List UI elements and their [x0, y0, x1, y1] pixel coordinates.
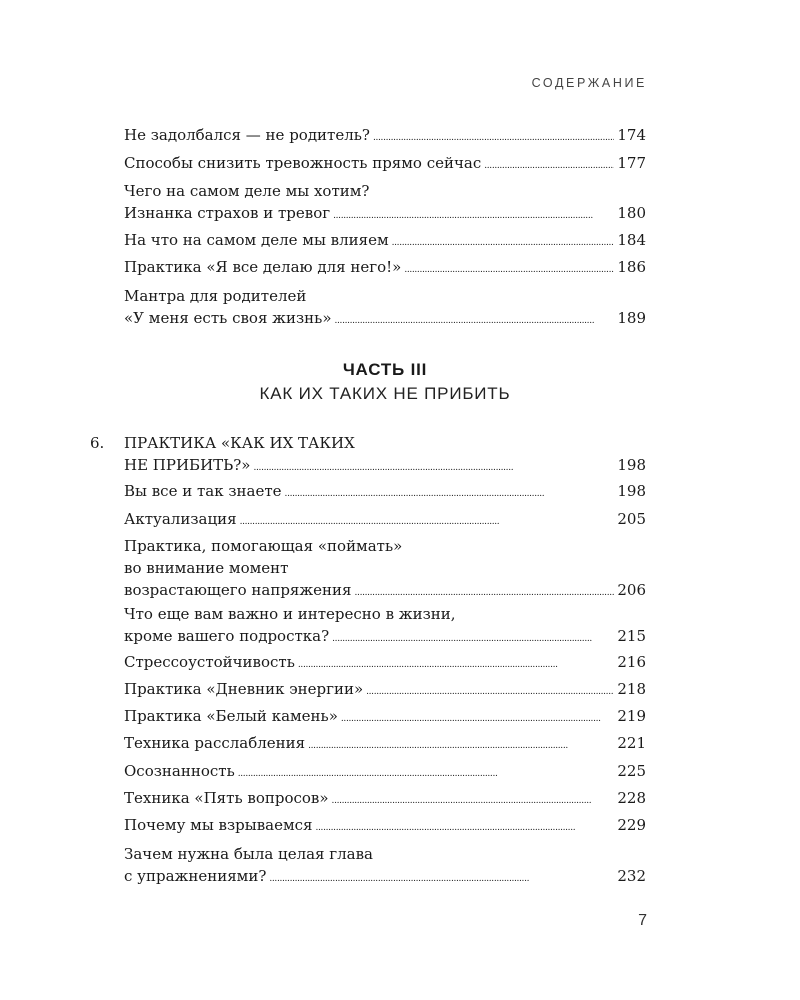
toc-entry[interactable] [124, 535, 646, 604]
toc-entry[interactable] [124, 732, 646, 757]
chapter-number: 6. [90, 434, 105, 452]
toc-entry[interactable] [124, 229, 646, 254]
entry-title-line: Не задолбался — не родитель? [124, 126, 370, 144]
dot-leader [366, 678, 614, 703]
toc-entry[interactable] [124, 285, 646, 332]
toc-entry[interactable] [124, 480, 646, 505]
entry-title-line: Чего на самом деле мы хотим? [124, 182, 370, 200]
toc-entry[interactable] [124, 705, 646, 730]
entry-last-line [124, 705, 646, 730]
entry-last-line [124, 454, 646, 479]
toc-entry[interactable] [124, 760, 646, 785]
dot-leader [373, 124, 614, 149]
entry-last-line [124, 480, 646, 505]
entry-title-line: На что на самом деле мы влияем [124, 231, 389, 249]
entry-last-line [124, 651, 646, 676]
entry-page-number: 198 [617, 482, 646, 500]
dot-leader [308, 732, 614, 757]
entry-title-line: Изнанка страхов и тревог [124, 204, 331, 222]
entry-page-number: 206 [617, 581, 646, 599]
entry-page-number: 184 [617, 231, 646, 249]
entry-title-line: Осознанность [124, 762, 235, 780]
entry-page-number: 189 [617, 309, 646, 327]
toc-entry[interactable] [124, 603, 646, 650]
chapter-entry[interactable] [90, 432, 646, 479]
dot-leader [332, 625, 614, 650]
page-number: 7 [638, 912, 647, 929]
entry-page-number: 229 [617, 816, 646, 834]
dot-leader [254, 454, 615, 479]
entry-page-number: 198 [617, 456, 646, 474]
entry-title-line: Зачем нужна была целая глава [124, 845, 374, 863]
entry-page-number: 225 [617, 762, 646, 780]
entry-last-line [124, 256, 646, 281]
dot-leader [484, 152, 614, 177]
entry-page-number: 186 [617, 258, 646, 276]
entry-title-line: НЕ ПРИБИТЬ?» [124, 456, 251, 474]
entry-last-line [124, 229, 646, 254]
entry-title-line: Практика «Дневник энергии» [124, 680, 364, 698]
dot-leader [333, 202, 614, 227]
entry-title-line: Мантра для родителей [124, 287, 307, 305]
entry-title-line: ПРАКТИКА «КАК ИХ ТАКИХ [124, 434, 355, 452]
dot-leader [269, 865, 614, 890]
toc-entry[interactable] [124, 814, 646, 839]
entry-title-line: Стрессоустойчивость [124, 653, 295, 671]
toc-entry[interactable] [124, 152, 646, 177]
entry-last-line [124, 760, 646, 785]
entry-title-line: Практика, помогающая «поймать» [124, 537, 403, 555]
toc-entry[interactable] [124, 508, 646, 533]
toc-entry[interactable] [124, 180, 646, 227]
dot-leader [332, 787, 615, 812]
toc-entry[interactable] [124, 843, 646, 890]
entry-page-number: 216 [617, 653, 646, 671]
toc-entry[interactable] [124, 678, 646, 703]
entry-last-line [124, 152, 646, 177]
entry-title-line: Техника «Пять вопросов» [124, 789, 329, 807]
dot-leader [238, 760, 615, 785]
entry-page-number: 219 [617, 707, 646, 725]
entry-title-line: «У меня есть своя жизнь» [124, 309, 332, 327]
entry-last-line [124, 865, 646, 890]
entry-last-line [124, 678, 646, 703]
entry-title-line: Актуализация [124, 510, 237, 528]
dot-leader [341, 705, 614, 730]
entry-page-number: 205 [617, 510, 646, 528]
dot-leader [285, 480, 615, 505]
entry-title-line: с упражнениями? [124, 867, 267, 885]
dot-leader [335, 307, 615, 332]
entry-title-line: Практика «Белый камень» [124, 707, 338, 725]
entry-title-line: кроме вашего подростка? [124, 627, 330, 645]
entry-last-line [124, 579, 646, 604]
entry-title-line: Почему мы взрываемся [124, 816, 313, 834]
entry-title-line: Вы все и так знаете [124, 482, 282, 500]
entry-title-line: Способы снизить тревожность прямо сейчас [124, 154, 482, 172]
entry-last-line [124, 202, 646, 227]
entry-last-line [124, 625, 646, 650]
entry-last-line [124, 307, 646, 332]
dot-leader [298, 651, 614, 676]
part-label: ЧАСТЬ III [342, 360, 428, 379]
entry-page-number: 174 [617, 126, 646, 144]
chapter-entry-body [124, 432, 646, 479]
entry-last-line [124, 814, 646, 839]
entry-page-number: 215 [617, 627, 646, 645]
dot-leader [404, 256, 614, 281]
entry-page-number: 228 [617, 789, 646, 807]
dot-leader [240, 508, 615, 533]
dot-leader [316, 814, 615, 839]
entry-page-number: 221 [617, 734, 646, 752]
toc-entry[interactable] [124, 124, 646, 149]
dot-leader [392, 229, 615, 254]
entry-page-number: 180 [617, 204, 646, 222]
part-title: КАК ИХ ТАКИХ НЕ ПРИБИТЬ [259, 384, 511, 403]
toc-entry[interactable] [124, 787, 646, 812]
entry-title-line: Что еще вам важно и интересно в жизни, [124, 605, 456, 623]
entry-last-line [124, 508, 646, 533]
running-head: СОДЕРЖАНИЕ [531, 76, 647, 90]
entry-title-line: Техника расслабления [124, 734, 306, 752]
entry-last-line [124, 787, 646, 812]
entry-page-number: 177 [617, 154, 646, 172]
toc-entry[interactable] [124, 651, 646, 676]
entry-last-line [124, 732, 646, 757]
entry-page-number: 232 [617, 867, 646, 885]
entry-last-line [124, 124, 646, 149]
entry-page-number: 218 [617, 680, 646, 698]
entry-title-line: возрастающего напряжения [124, 581, 352, 599]
toc-entry[interactable] [124, 256, 646, 281]
dot-leader [355, 579, 615, 604]
entry-title-line: Практика «Я все делаю для него!» [124, 258, 402, 276]
entry-title-line: во внимание момент [124, 559, 289, 577]
